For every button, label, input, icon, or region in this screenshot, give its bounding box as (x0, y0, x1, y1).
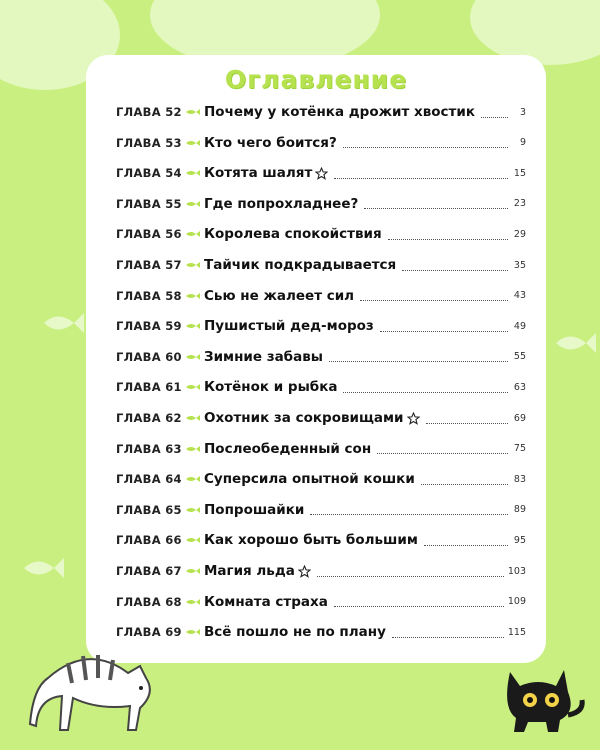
chapter-entry (204, 104, 526, 120)
chapter-entry (204, 379, 526, 395)
fish-icon (552, 330, 596, 356)
chapter-number: ГЛАВА 66 (116, 533, 182, 548)
toc-row (86, 590, 546, 614)
fish-arrow-icon (186, 475, 200, 483)
chapter-number: ГЛАВА 67 (116, 564, 182, 578)
fish-arrow-icon (186, 353, 200, 361)
star-icon (407, 412, 420, 425)
toc-row (86, 161, 546, 185)
chapter-number: ГЛАВА 64 (116, 472, 182, 487)
page-number: 15 (513, 167, 526, 179)
chapter-title: Пушистый дед-мороз (204, 318, 374, 335)
chapter-title: Попрошайки (204, 501, 305, 518)
chapter-entry (204, 196, 526, 212)
chapter-title: Сью не жалеет сил (204, 287, 355, 304)
fish-arrow-icon (186, 230, 200, 238)
page-number: 23 (513, 198, 526, 210)
toc-row (86, 467, 546, 491)
dot-leader (388, 239, 508, 240)
toc-row (86, 559, 546, 583)
chapter-number: ГЛАВА 68 (116, 594, 182, 609)
chapter-number: ГЛАВА 60 (116, 349, 182, 364)
chapter-title: Почему у котёнка дрожит хвостик (204, 104, 475, 120)
chapter-entry (204, 441, 526, 457)
chapter-title: Котята шалят (204, 165, 313, 182)
dot-leader (481, 117, 508, 118)
dot-leader (364, 208, 508, 209)
toc-row (86, 375, 546, 399)
chapter-entry (204, 165, 526, 181)
chapter-title: Магия льда (204, 563, 295, 579)
toc-row (86, 345, 546, 369)
page-number: 3 (519, 106, 526, 118)
chapter-number: ГЛАВА 55 (116, 196, 182, 211)
dot-leader (343, 147, 508, 148)
dot-leader (317, 576, 504, 577)
page-number: 95 (513, 534, 526, 546)
page-number: 89 (513, 504, 526, 516)
fish-arrow-icon (186, 108, 200, 116)
toc-row (86, 100, 546, 124)
fish-arrow-icon (186, 536, 200, 544)
dot-leader (329, 361, 508, 362)
fish-arrow-icon (186, 322, 200, 330)
chapter-title: Охотник за сокровищами (204, 410, 404, 426)
chapter-title: Как хорошо быть большим (204, 532, 418, 549)
fish-arrow-icon (186, 598, 200, 606)
page-number: 55 (513, 351, 526, 363)
chapter-title: Комната страха (204, 593, 328, 610)
fish-icon (40, 310, 84, 336)
chapter-title: Котёнок и рыбка (204, 379, 338, 396)
page-number: 69 (513, 412, 526, 424)
chapter-number: ГЛАВА 61 (116, 380, 182, 395)
dot-leader (426, 423, 509, 424)
page-number: 9 (519, 137, 526, 149)
chapter-number: ГЛАВА 52 (116, 105, 182, 119)
fish-arrow-icon (186, 169, 200, 177)
toc-row (86, 498, 546, 522)
chapter-entry (204, 288, 526, 304)
chapter-entry (204, 410, 526, 426)
chapter-entry (204, 135, 526, 151)
page-number: 49 (513, 320, 526, 332)
fish-arrow-icon (186, 567, 200, 575)
chapter-number: ГЛАВА 58 (116, 288, 182, 303)
dot-leader (421, 484, 508, 485)
toc-row (86, 192, 546, 216)
star-icon (315, 167, 328, 180)
chapter-title: Послеобеденный сон (204, 440, 372, 457)
chapter-entry (204, 502, 526, 518)
fish-arrow-icon (186, 414, 200, 422)
fish-arrow-icon (186, 506, 200, 514)
chapter-number: ГЛАВА 53 (116, 135, 182, 150)
chapter-number: ГЛАВА 65 (116, 502, 182, 517)
dot-leader (360, 300, 508, 301)
chapter-entry (204, 624, 526, 640)
chapter-title: Зимние забавы (204, 348, 323, 365)
toc-panel (86, 55, 546, 663)
fish-arrow-icon (186, 200, 200, 208)
chapter-number: ГЛАВА 62 (116, 411, 182, 425)
page-number: 109 (507, 596, 526, 608)
dot-leader (380, 331, 508, 332)
chapter-number: ГЛАВА 63 (116, 441, 182, 456)
dot-leader (310, 514, 508, 515)
toc-row (86, 528, 546, 552)
black-kitten-illustration (498, 660, 588, 735)
fish-icon (20, 555, 64, 581)
chapter-entry (204, 318, 526, 334)
chapter-number: ГЛАВА 56 (116, 227, 182, 242)
page-number: 63 (513, 381, 526, 393)
dot-leader (424, 545, 508, 546)
tabby-cat-illustration (28, 638, 168, 733)
chapter-title: Суперсила опытной кошки (204, 471, 415, 488)
chapter-entry (204, 532, 526, 548)
fish-arrow-icon (186, 139, 200, 147)
page-number: 75 (513, 443, 526, 455)
dot-leader (377, 453, 508, 454)
dot-leader (392, 637, 504, 638)
dot-leader (402, 270, 508, 271)
toc-row (86, 131, 546, 155)
fish-arrow-icon (186, 445, 200, 453)
chapter-title: Всё пошло не по плану (204, 624, 386, 641)
chapter-entry (204, 563, 526, 579)
toc-row (86, 314, 546, 338)
toc-row (86, 437, 546, 461)
chapter-title: Где попрохладнее? (204, 195, 359, 212)
chapter-entry (204, 257, 526, 273)
page-title: Оглавление (224, 65, 408, 94)
chapter-entry (204, 226, 526, 242)
chapter-number: ГЛАВА 54 (116, 166, 182, 181)
fish-arrow-icon (186, 292, 200, 300)
chapter-number: ГЛАВА 69 (116, 625, 182, 640)
toc-row (86, 253, 546, 277)
toc-row (86, 284, 546, 308)
chapter-entry (204, 594, 526, 610)
page-number: 83 (513, 473, 526, 485)
chapter-entry (204, 349, 526, 365)
chapter-title: Королева спокойствия (204, 226, 382, 243)
dot-leader (334, 606, 504, 607)
dot-leader (334, 178, 508, 179)
fish-arrow-icon (186, 383, 200, 391)
chapter-title: Кто чего боится? (204, 134, 337, 151)
toc-row (86, 222, 546, 246)
page-number: 35 (513, 259, 526, 271)
fish-arrow-icon (186, 261, 200, 269)
page-number: 115 (507, 626, 526, 638)
dot-leader (343, 392, 508, 393)
chapter-number: ГЛАВА 59 (116, 319, 182, 334)
chapter-number: ГЛАВА 57 (116, 258, 182, 272)
chapter-entry (204, 471, 526, 487)
page-number: 103 (507, 565, 526, 577)
star-icon (298, 565, 311, 578)
fish-arrow-icon (186, 628, 200, 636)
page-number: 29 (513, 228, 526, 240)
toc-row (86, 406, 546, 430)
page-number: 43 (513, 290, 526, 302)
chapter-title: Тайчик подкрадывается (204, 257, 397, 273)
